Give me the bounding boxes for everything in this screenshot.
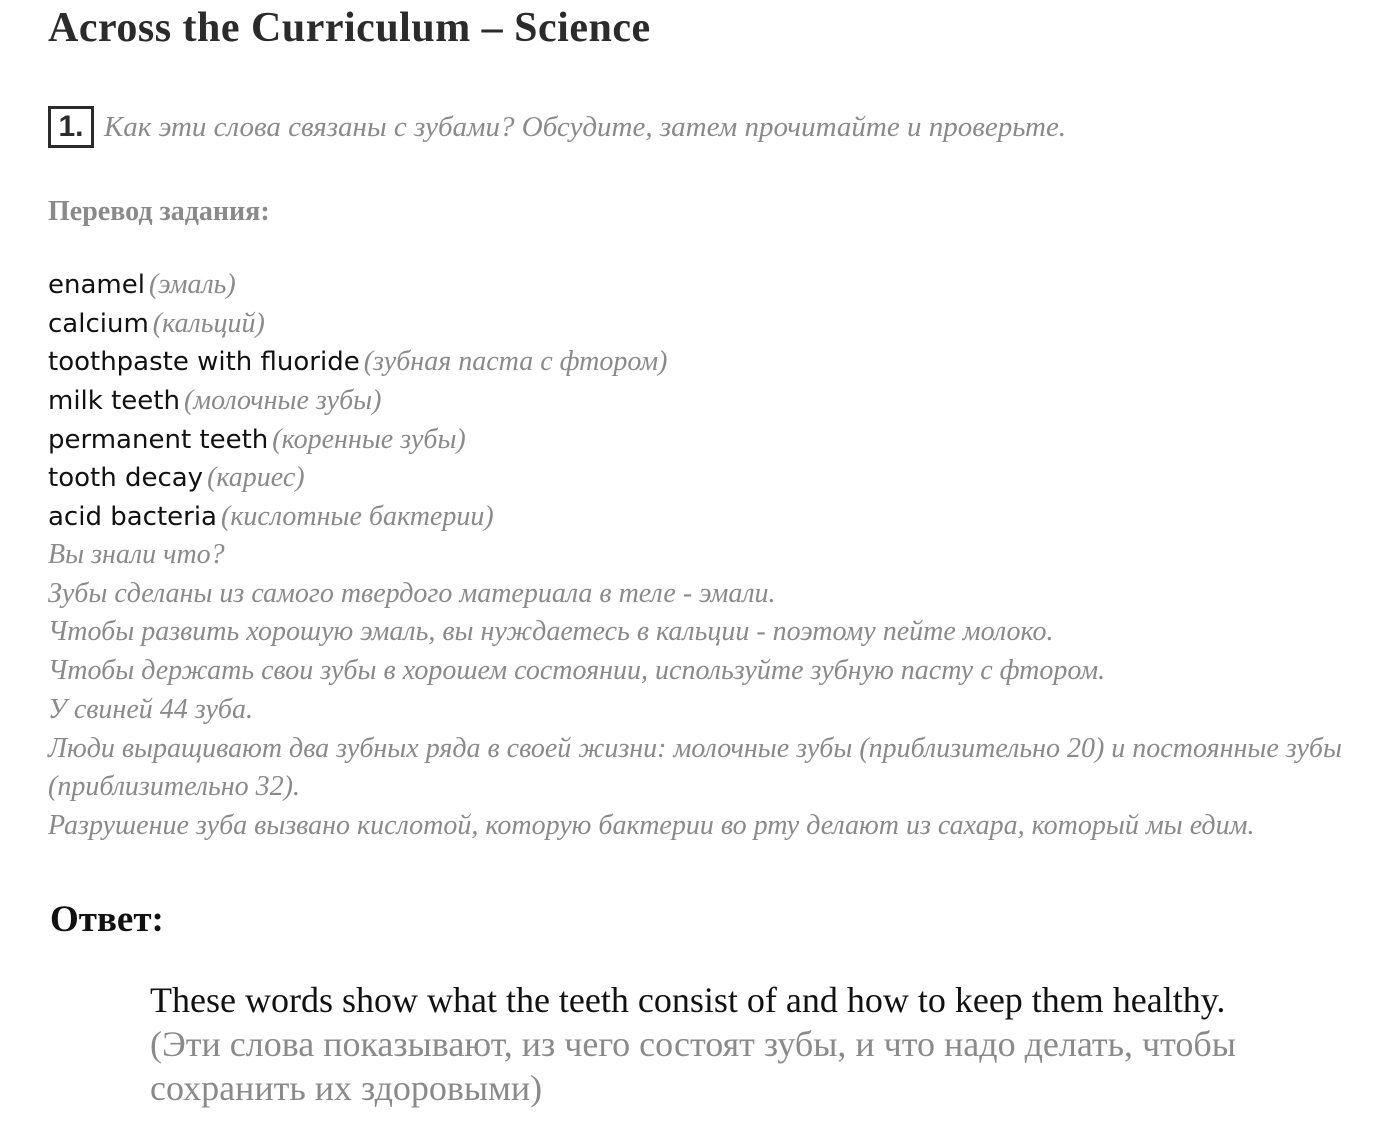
vocabulary-list: [48, 266, 667, 537]
vocabulary-item: [48, 382, 667, 421]
vocabulary-translation: (зубная паста с фтором): [363, 346, 668, 378]
fact-line: Люди выращивают два зубных ряда в своей жизни: молочные зубы (приблизительно 20) и постоянные зубы (приблизительно 32).: [48, 732, 1342, 803]
task-instruction: Как эти слова связаны с зубами? Обсудите, затем прочитайте и проверьте.: [104, 110, 1067, 143]
vocabulary-term: tooth decay: [48, 463, 204, 494]
answer-block: [150, 978, 1370, 1110]
vocabulary-translation: (молочные зубы): [183, 385, 382, 417]
fact-line: Зубы сделаны из самого твердого материала в теле - эмали.: [48, 577, 776, 609]
answer-heading: Ответ:: [50, 899, 164, 940]
task-number-badge: 1.: [48, 106, 94, 148]
vocabulary-translation: (кальций): [152, 307, 265, 339]
vocabulary-translation: (кислотные бактерии): [221, 501, 494, 533]
vocabulary-term: enamel: [48, 270, 145, 300]
fact-line: Чтобы развить хорошую эмаль, вы нуждаетесь в кальции - поэтому пейте молоко.: [48, 616, 1054, 648]
vocabulary-term: permanent teeth: [48, 424, 269, 455]
vocabulary-term: toothpaste with fluoride: [48, 347, 360, 378]
vocabulary-item: [48, 421, 667, 460]
page-title: Across the Curriculum – Science: [48, 5, 651, 51]
vocabulary-translation: (коренные зубы): [272, 423, 466, 455]
task-row: [48, 106, 1066, 148]
translation-heading: Перевод задания:: [48, 196, 270, 227]
fact-line: У свиней 44 зуба.: [48, 693, 253, 725]
vocabulary-item: [48, 343, 667, 382]
fact-line: Разрушение зуба вызвано кислотой, которую бактерии во рту делают из сахара, который мы едим.: [48, 809, 1255, 841]
answer-russian: (Эти слова показывают, из чего состоят зубы, и что надо делать, чтобы сохранить их здоровыми): [150, 1024, 1236, 1108]
answer-english: These words show what the teeth consist of and how to keep them healthy.: [150, 980, 1226, 1020]
fact-line: Чтобы держать свои зубы в хорошем состоянии, используйте зубную пасту с фтором.: [48, 655, 1106, 687]
vocabulary-term: milk teeth: [48, 386, 180, 417]
fact-line: Вы знали что?: [48, 539, 225, 570]
vocabulary-item: [48, 459, 667, 498]
facts-text: [48, 536, 1378, 846]
vocabulary-item: [48, 498, 667, 537]
vocabulary-translation: (кариес): [207, 462, 305, 494]
vocabulary-term: calcium: [48, 308, 149, 339]
vocabulary-item: [48, 266, 667, 305]
vocabulary-item: [48, 305, 667, 344]
vocabulary-term: acid bacteria: [48, 502, 217, 533]
vocabulary-translation: (эмаль): [148, 269, 236, 300]
